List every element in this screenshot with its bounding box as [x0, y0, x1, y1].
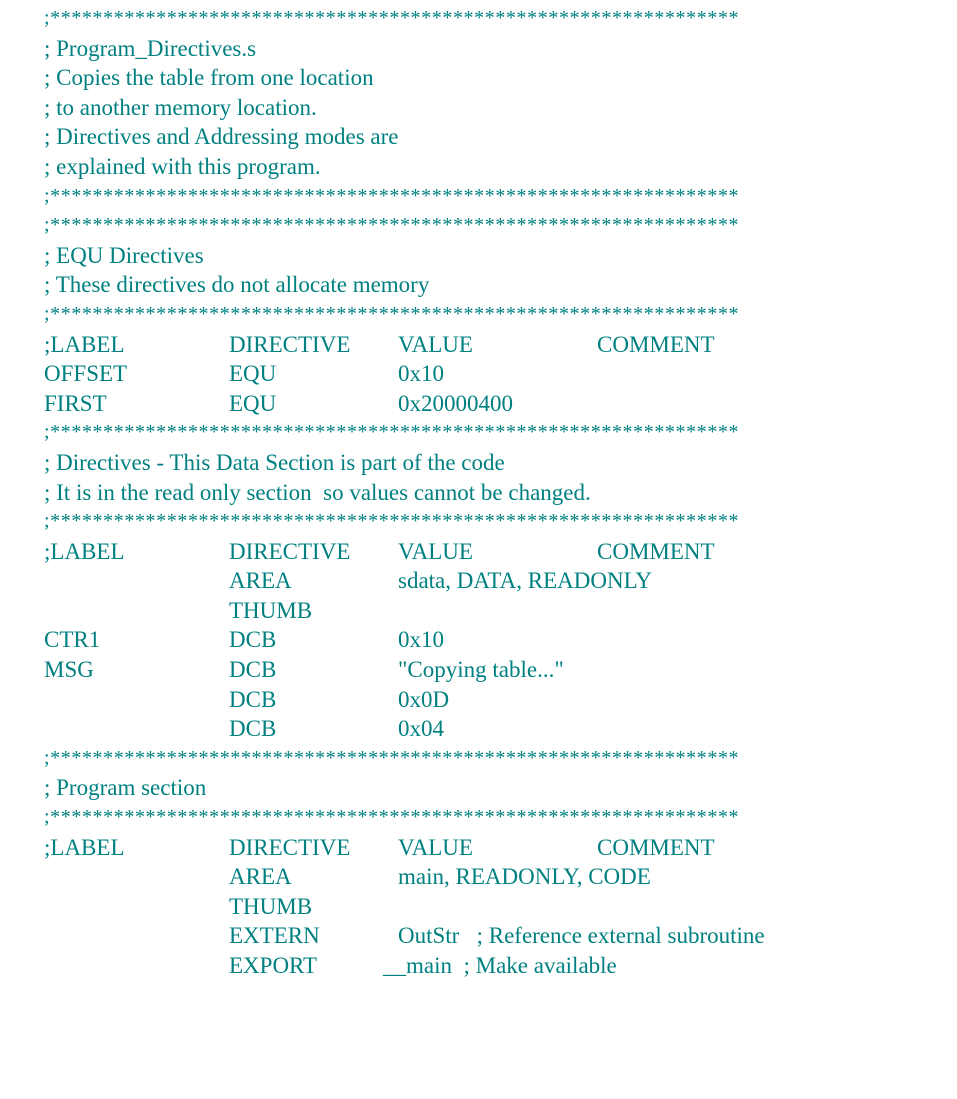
code-row: [44, 359, 944, 389]
divider-line: ;*****************************************************************: [44, 510, 740, 533]
header-comment: ; Program_Directives.s: [44, 35, 257, 61]
code-value: 0x04: [398, 716, 444, 742]
code-directive: AREA: [229, 568, 292, 594]
code-label: MSG: [44, 657, 94, 683]
code-row: [44, 566, 944, 596]
code-value: OutStr ; Reference external subroutine: [398, 923, 765, 949]
divider-line: ;*****************************************************************: [44, 184, 740, 207]
column-header-label: ;LABEL: [44, 331, 125, 357]
column-header-comment: COMMENT: [597, 834, 715, 860]
code-directive: EQU: [229, 390, 277, 416]
code-label: CTR1: [44, 627, 101, 653]
code-row: [44, 862, 944, 892]
code-row: [44, 685, 944, 715]
column-header-value: VALUE: [398, 834, 473, 860]
column-header-value: VALUE: [398, 331, 473, 357]
code-directive: DCB: [229, 657, 277, 683]
code-directive: DCB: [229, 716, 277, 742]
section-comment: ; These directives do not allocate memory: [44, 272, 430, 298]
column-header-row: [44, 537, 944, 567]
column-header-directive: DIRECTIVE: [229, 834, 351, 860]
code-value: sdata, DATA, READONLY: [398, 568, 652, 594]
source-code-listing: [44, 4, 944, 981]
code-label: FIRST: [44, 390, 107, 416]
header-comment: ; to another memory location.: [44, 94, 317, 120]
divider-line: ;*****************************************************************: [44, 7, 740, 29]
column-header-label: ;LABEL: [44, 834, 125, 860]
code-row: [44, 892, 944, 922]
section-comment: ; Directives - This Data Section is part of the code: [44, 449, 505, 475]
header-comment: ; explained with this program.: [44, 153, 321, 179]
code-value: "Copying table...": [398, 657, 564, 683]
code-value: 0x0D: [398, 686, 450, 712]
code-directive: EXPORT: [229, 953, 318, 978]
divider-line: ;*****************************************************************: [44, 806, 740, 829]
code-value: 0x20000400: [398, 390, 513, 416]
code-value: main, READONLY, CODE: [398, 864, 651, 890]
divider-line: ;*****************************************************************: [44, 302, 740, 325]
code-value: 0x10: [398, 627, 444, 653]
code-directive: DCB: [229, 686, 277, 712]
column-header-directive: DIRECTIVE: [229, 331, 351, 357]
code-row: [44, 951, 944, 981]
code-directive: DCB: [229, 627, 277, 653]
column-header-row: [44, 833, 944, 863]
code-directive: AREA: [229, 864, 292, 890]
code-directive: EQU: [229, 361, 277, 387]
divider-line: ;*****************************************************************: [44, 214, 740, 237]
code-row: [44, 389, 944, 419]
code-row: [44, 921, 944, 951]
section-comment: ; Program section: [44, 775, 207, 801]
code-directive: THUMB: [229, 597, 313, 623]
code-value: __main ; Make available: [383, 953, 617, 978]
column-header-label: ;LABEL: [44, 538, 125, 564]
code-value: 0x10: [398, 361, 444, 387]
code-row: [44, 625, 944, 655]
column-header-comment: COMMENT: [597, 331, 715, 357]
code-row: [44, 714, 944, 744]
section-comment: ; It is in the read only section so values cannot be changed.: [44, 479, 591, 505]
code-row: [44, 596, 944, 626]
divider-line: ;*****************************************************************: [44, 746, 740, 769]
column-header-comment: COMMENT: [597, 538, 715, 564]
header-comment: ; Directives and Addressing modes are: [44, 124, 399, 150]
divider-line: ;*****************************************************************: [44, 421, 740, 444]
code-row: [44, 655, 944, 685]
column-header-value: VALUE: [398, 538, 473, 564]
column-header-row: [44, 330, 944, 360]
section-comment: ; EQU Directives: [44, 242, 204, 268]
code-directive: THUMB: [229, 893, 313, 919]
header-comment: ; Copies the table from one location: [44, 65, 374, 91]
code-label: OFFSET: [44, 361, 128, 387]
code-directive: EXTERN: [229, 923, 320, 949]
column-header-directive: DIRECTIVE: [229, 538, 351, 564]
